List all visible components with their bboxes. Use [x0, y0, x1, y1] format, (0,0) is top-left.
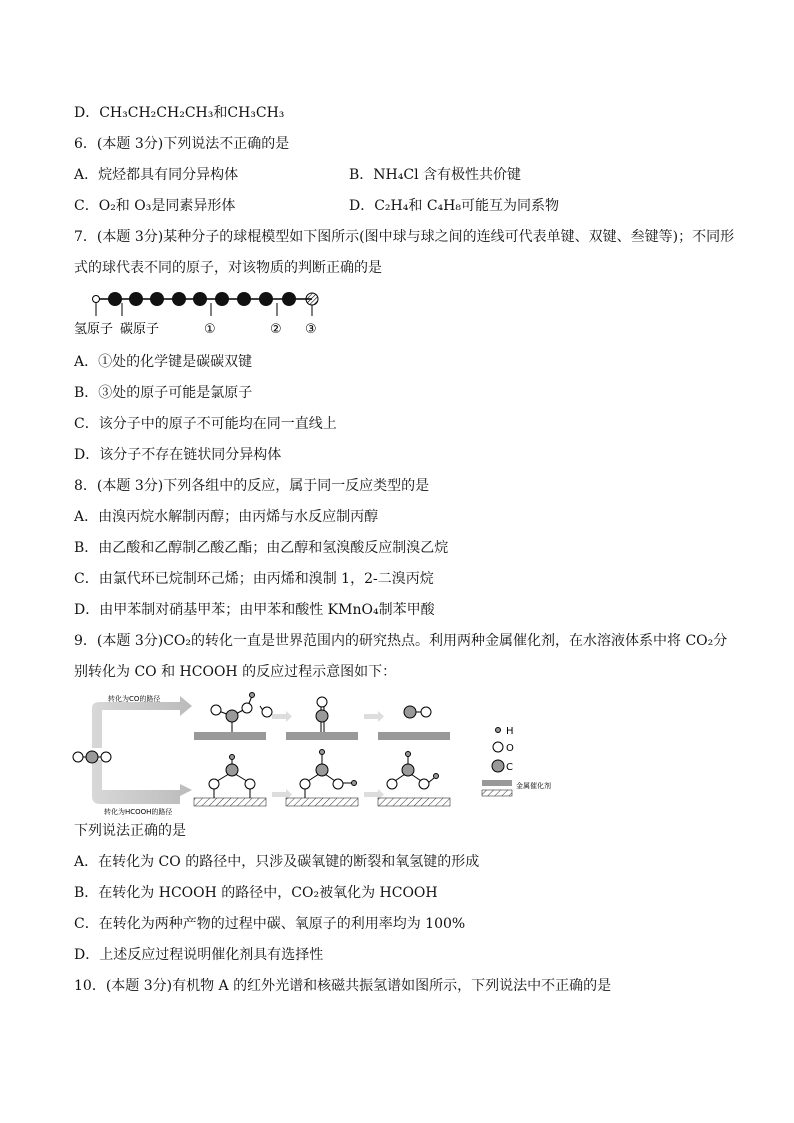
oxygen-atom	[421, 707, 431, 717]
carbon-atom	[193, 292, 207, 306]
legend-catalyst: 金属催化剂	[516, 782, 551, 790]
hydrogen-atom	[352, 781, 357, 786]
legend-catalyst-hatched	[482, 790, 512, 796]
q7-ball-stick-model	[74, 288, 334, 340]
metal-catalyst-surface-hatched	[378, 798, 450, 806]
carbon-atom	[259, 292, 273, 306]
oxygen-atom	[101, 752, 111, 762]
hydrogen-atom	[250, 693, 255, 698]
q7-option-a: A．①处的化学键是碳碳双键	[74, 354, 253, 370]
carbon-atom	[150, 292, 164, 306]
carbon-atom	[108, 292, 122, 306]
carbon-atom	[226, 710, 238, 722]
q9-stem-line2: 别转化为 CO 和 HCOOH 的反应过程示意图如下：	[74, 664, 397, 680]
legend-hydrogen-icon	[496, 728, 501, 733]
hydrogen-atom	[230, 755, 235, 760]
metal-catalyst-surface	[194, 732, 266, 740]
label-hydrogen: 氢原子	[74, 322, 114, 337]
q8-option-a: A．由溴丙烷水解制丙醇；由丙烯与水反应制丙醇	[74, 509, 379, 525]
hydrogen-atom	[320, 750, 325, 755]
hcooh-path-label: 转化为HCOOH的路径	[104, 808, 173, 816]
legend-h: H	[506, 726, 514, 737]
hcooh-path-arrow	[92, 760, 192, 804]
q7-stem-line2: 式的球代表不同的原子，对该物质的判断正确的是	[74, 260, 382, 276]
carbon-atom	[282, 292, 296, 306]
legend-catalyst-solid	[482, 780, 512, 786]
q7-stem-line1: 7．(本题 3分)某种分子的球棍模型如下图所示(图中球与球之间的连线可代表单键、双键、叁键等)；不同形	[74, 229, 735, 245]
oxygen-atom	[300, 779, 310, 789]
q6-option-c: C．O₂和 O₃是同素异形体	[74, 198, 236, 214]
oxygen-atom	[73, 752, 83, 762]
q9-option-a: A．在转化为 CO 的路径中，只涉及碳氧键的断裂和氧氢键的形成	[74, 854, 480, 870]
oxygen-atom	[387, 779, 397, 789]
oxygen-atom	[317, 697, 327, 707]
label-1: ①	[204, 322, 216, 337]
carbon-atom	[316, 764, 328, 776]
q9-stem-line3: 下列说法正确的是	[74, 823, 186, 839]
q9-option-b: B．在转化为 HCOOH 的路径中，CO₂被氧化为 HCOOH	[74, 885, 438, 901]
label-carbon: 碳原子	[120, 322, 160, 337]
metal-catalyst-surface-hatched	[286, 798, 358, 806]
hydrogen-atom	[93, 296, 100, 303]
oxygen-atom	[333, 779, 343, 789]
label-2: ②	[270, 322, 282, 337]
carbon-atom	[402, 764, 414, 776]
carbon-atom	[86, 751, 98, 763]
hydrogen-atom	[434, 774, 439, 779]
metal-catalyst-surface	[286, 732, 358, 740]
q9-stem-line1: 9．(本题 3分)CO₂的转化一直是世界范围内的研究热点。利用两种金属催化剂，在水溶液体系中将 CO₂分	[74, 633, 728, 649]
q10-stem: 10．(本题 3分)有机物 A 的红外光谱和核磁共振氢谱如图所示，下列说法中不正确的是	[74, 978, 612, 994]
oxygen-atom	[211, 705, 221, 715]
q8-option-b: B．由乙酸和乙醇制乙酸乙酯；由乙醇和氢溴酸反应制溴乙烷	[74, 540, 449, 556]
unknown-atom-3	[306, 293, 318, 305]
q7-option-b: B．③处的原子可能是氯原子	[74, 385, 253, 401]
carbon-atom	[316, 710, 328, 722]
q6-option-b: B．NH₄Cl 含有极性共价键	[349, 167, 521, 183]
q7-option-c: C．该分子中的原子不可能均在同一直线上	[74, 416, 337, 432]
q9-option-d: D．上述反应过程说明催化剂具有选择性	[74, 947, 324, 963]
q9-reaction-diagram	[70, 690, 590, 818]
q6-option-d: D．C₂H₄和 C₄H₈可能互为同系物	[349, 198, 559, 214]
carbon-atom	[226, 764, 238, 776]
legend-carbon-icon	[492, 760, 504, 772]
metal-catalyst-surface	[378, 732, 450, 740]
label-3: ③	[305, 322, 317, 337]
q9-option-c: C．在转化为两种产物的过程中碳、氧原子的利用率均为 100%	[74, 916, 466, 932]
q5-option-d: D．CH₃CH₂CH₂CH₃和CH₃CH₃	[74, 105, 285, 121]
oxygen-atom	[242, 703, 252, 713]
q8-option-d: D．由甲苯制对硝基甲苯；由甲苯和酸性 KMnO₄制苯甲酸	[74, 602, 435, 618]
legend-oxygen-icon	[493, 742, 503, 752]
q8-stem: 8．(本题 3分)下列各组中的反应，属于同一反应类型的是	[74, 478, 430, 494]
carbon-atom	[172, 292, 186, 306]
co-path-arrow	[92, 696, 192, 748]
oxygen-atom	[245, 779, 255, 789]
q6-stem: 6．(本题 3分)下列说法不正确的是	[74, 136, 290, 152]
carbon-atom	[404, 706, 416, 718]
legend-o: O	[506, 743, 514, 754]
q8-option-c: C．由氯代环已烷制环己烯；由丙烯和溴制 1，2-二溴丙烷	[74, 571, 434, 587]
oxygen-atom	[209, 779, 219, 789]
carbon-atom	[237, 292, 251, 306]
carbon-atom	[129, 292, 143, 306]
oxygen-atom	[419, 779, 429, 789]
co-path-label: 转化为CO的路径	[108, 695, 161, 703]
q7-option-d: D．该分子不存在链状同分异构体	[74, 447, 282, 463]
carbon-atom	[215, 292, 229, 306]
metal-catalyst-surface-hatched	[194, 798, 266, 806]
legend-c: C	[506, 762, 513, 773]
oxygen-atom	[262, 707, 272, 717]
q6-option-a: A．烷烃都具有同分异构体	[74, 167, 239, 183]
hydrogen-atom	[406, 752, 411, 757]
